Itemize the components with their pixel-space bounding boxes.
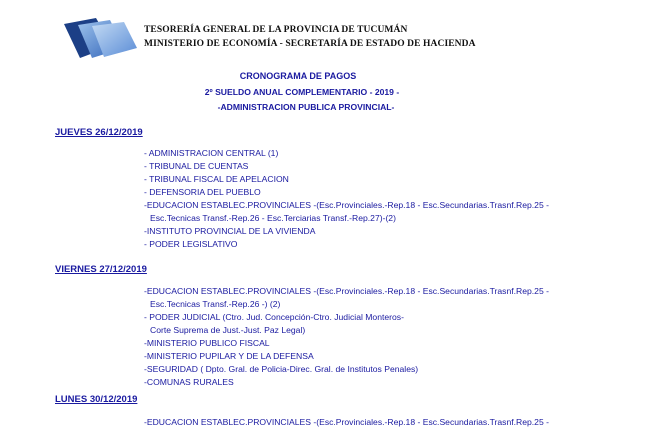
- logo-icon: [62, 16, 138, 62]
- ministry-name: MINISTERIO DE ECONOMÍA - SECRETARÍA DE ESTADO DE HACIENDA: [144, 39, 476, 49]
- list-item: -MINISTERIO PUPILAR Y DE LA DEFENSA: [144, 351, 314, 361]
- list-item-continuation: Esc.Tecnicas Transf.-Rep.26 - Esc.Terciarias Transf.-Rep.27)-(2): [150, 213, 396, 223]
- list-item: - PODER JUDICIAL (Ctro. Jud. Concepción-Ctro. Judicial Monteros-: [144, 312, 404, 322]
- document-title: CRONOGRAMA DE PAGOS: [239, 71, 357, 81]
- list-item: - ADMINISTRACION CENTRAL (1): [144, 148, 279, 158]
- list-item-continuation: Esc.Tecnicas Transf.-Rep.26 -) (2): [150, 299, 281, 309]
- day-heading-lunes: LUNES 30/12/2019: [55, 394, 138, 405]
- list-item: -INSTITUTO PROVINCIAL DE LA VIVIENDA: [144, 226, 316, 236]
- list-item: -EDUCACION ESTABLEC.PROVINCIALES -(Esc.Provinciales.-Rep.18 - Esc.Secundarias.Trasnf.Rep.25 -: [144, 286, 549, 296]
- document-subtitle: 2º SUELDO ANUAL COMPLEMENTARIO - 2019 -: [204, 87, 400, 97]
- list-item: - PODER LEGISLATIVO: [144, 239, 238, 249]
- day-heading-viernes: VIERNES 27/12/2019: [55, 264, 147, 275]
- list-item: - TRIBUNAL DE CUENTAS: [144, 161, 249, 171]
- list-item: -COMUNAS RURALES: [144, 377, 234, 387]
- list-item: -MINISTERIO PUBLICO FISCAL: [144, 338, 270, 348]
- document-scope: -ADMINISTRACION PUBLICA PROVINCIAL-: [217, 102, 395, 112]
- list-item: -EDUCACION ESTABLEC.PROVINCIALES -(Esc.Provinciales.-Rep.18 - Esc.Secundarias.Trasnf.Rep.25 -: [144, 200, 549, 210]
- organization-name: TESORERÍA GENERAL DE LA PROVINCIA DE TUCUMÁN: [144, 25, 408, 35]
- list-item-continuation: Corte Suprema de Just.-Just. Paz Legal): [150, 325, 306, 335]
- list-item: - DEFENSORIA DEL PUEBLO: [144, 187, 261, 197]
- day-heading-jueves: JUEVES 26/12/2019: [55, 127, 143, 138]
- list-item: -SEGURIDAD ( Dpto. Gral. de Policia-Direc. Gral. de Institutos Penales): [144, 364, 419, 374]
- list-item: -EDUCACION ESTABLEC.PROVINCIALES -(Esc.Provinciales.-Rep.18 - Esc.Secundarias.Trasnf.Rep.25 -: [144, 417, 549, 427]
- list-item: - TRIBUNAL FISCAL DE APELACION: [144, 174, 289, 184]
